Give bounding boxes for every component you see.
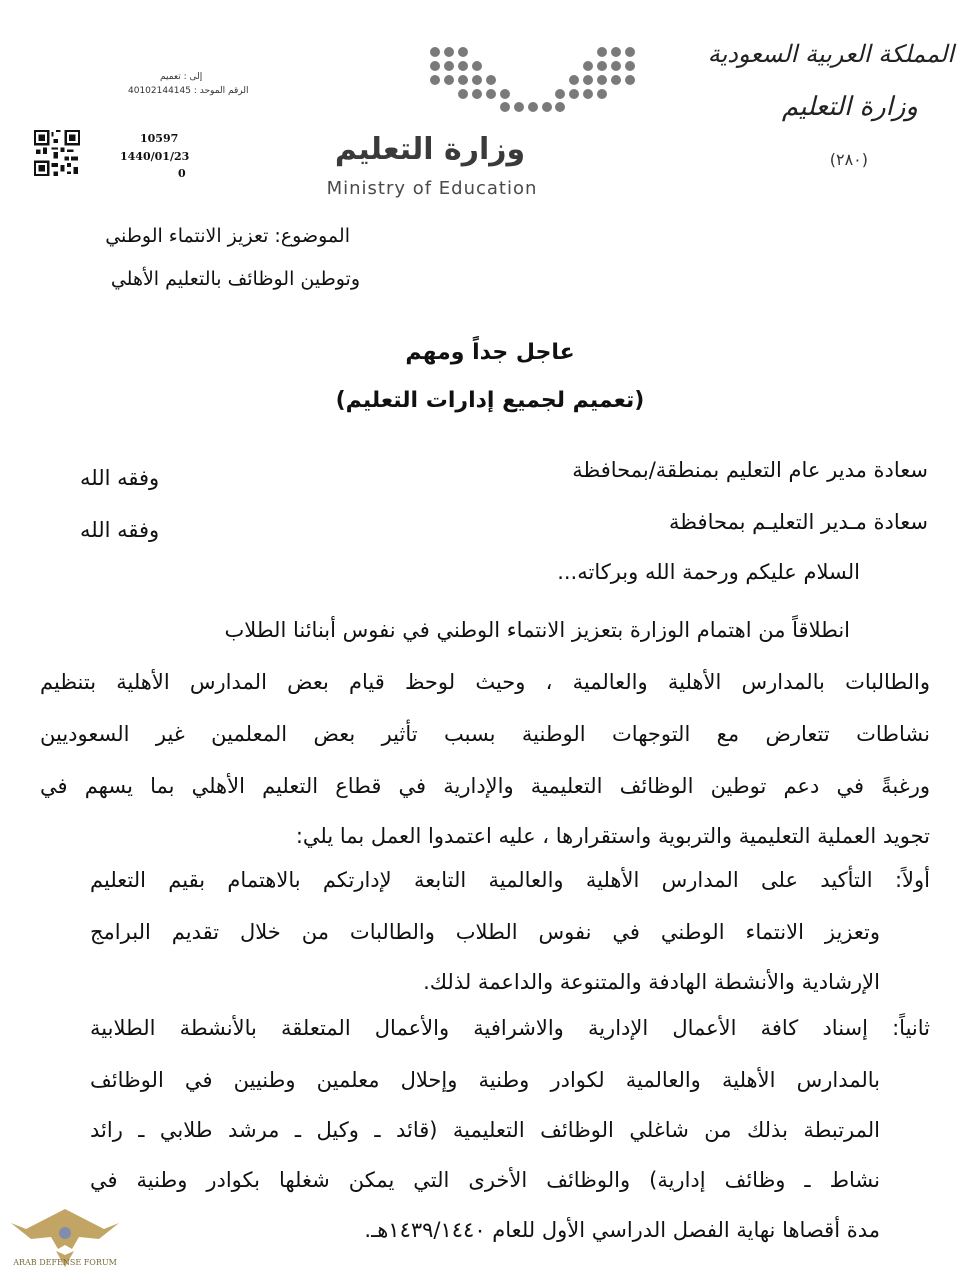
addressee-line: سعادة مدير عام التعليم بمنطقة/بمحافظة <box>572 458 928 482</box>
blessing: وفقه الله <box>80 466 160 490</box>
kingdom-title: المملكة العربية السعودية <box>707 40 954 68</box>
qr-code-icon <box>34 130 80 176</box>
document-date: 1440/01/23 <box>120 150 190 163</box>
body-line: الإرشادية والأنشطة الهادفة والمتنوعة والداعمة لذلك. <box>423 970 880 994</box>
body-line: ورغبةً في دعم توطين الوظائف التعليمية والإدارية في قطاع التعليم الأهلي بما يسهم في <box>40 774 930 798</box>
document-number: 10597 <box>140 132 179 145</box>
ministry-logo-icon <box>425 42 640 114</box>
logo-arabic-text: وزارة التعليم <box>334 132 526 167</box>
recipient-label: إلى : تعميم <box>160 72 203 82</box>
reference-number: (٢٨٠) <box>829 150 868 169</box>
body-line: نشاطات تتعارض مع التوجهات الوطنية بسبب تأثير بعض المعلمين غير السعوديين <box>40 722 930 746</box>
body-line: نشاط ـ وظائف إدارية) والوظائف الأخرى التي يمكن شغلها بكوادر وطنية في <box>90 1168 880 1192</box>
urgency-heading: عاجل جداً ومهم <box>405 340 575 365</box>
unified-number: الرقم الموحد : 40102144145 <box>128 86 249 96</box>
body-line: تجويد العملية التعليمية والتربوية واستقرارها ، عليه اعتمدوا العمل بما يلي: <box>295 824 930 848</box>
body-line: أولاً: التأكيد على المدارس الأهلية والعالمية التابعة لإدارتكم بالاهتمام بقيم التعليم <box>90 868 930 892</box>
ministry-title: وزارة التعليم <box>781 92 918 122</box>
greeting: السلام عليكم ورحمة الله وبركاته... <box>557 560 860 584</box>
logo-english-text: Ministry of Education <box>326 178 538 199</box>
blessing: وفقه الله <box>80 518 160 542</box>
addressee-line: سعادة مـدير التعليـم بمحافظة <box>669 510 928 534</box>
body-line: بالمدارس الأهلية والعالمية لكوادر وطنية وإحلال معلمين وطنيين في الوظائف <box>90 1068 880 1092</box>
subject-line: الموضوع: تعزيز الانتماء الوطني <box>105 225 350 247</box>
attachments-count: 0 <box>178 167 186 180</box>
watermark-text: ARAB DEFENSE FORUM <box>13 1258 117 1267</box>
body-line: ثانياً: إسناد كافة الأعمال الإدارية والاشرافية والأعمال المتعلقة بالأنشطة الطلابية <box>90 1016 930 1040</box>
body-line: مدة أقصاها نهاية الفصل الدراسي الأول للعام ١٤٣٩/١٤٤٠هـ. <box>364 1218 880 1242</box>
body-line: المرتبطة بذلك من شاغلي الوظائف التعليمية (قائد ـ وكيل ـ مرشد طلابي ـ رائد <box>90 1118 880 1142</box>
body-line: وتعزيز الانتماء الوطني في نفوس الطلاب والطالبات من خلال تقديم البرامج <box>90 920 880 944</box>
circular-heading: (تعميم لجميع إدارات التعليم) <box>335 388 645 413</box>
subject-line: وتوطين الوظائف بالتعليم الأهلي <box>110 268 360 290</box>
body-line: والطالبات بالمدارس الأهلية والعالمية ، وحيث لوحظ قيام بعض المدارس الأهلية بتنظيم <box>40 670 930 694</box>
body-line: انطلاقاً من اهتمام الوزارة بتعزيز الانتماء الوطني في نفوس أبنائنا الطلاب <box>224 618 850 642</box>
